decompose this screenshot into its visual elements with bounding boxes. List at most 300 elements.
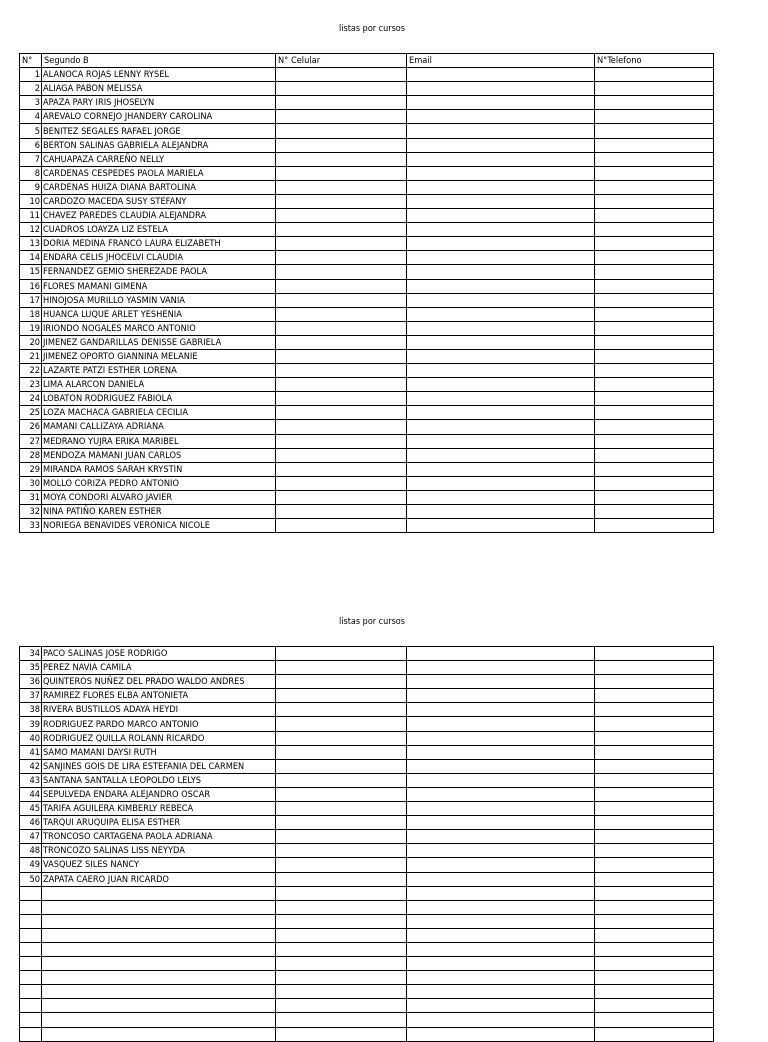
student-name: FERNANDEZ GEMIO SHEREZADE PAOLA bbox=[42, 265, 276, 279]
telephone-cell bbox=[595, 759, 714, 773]
row-number: 13 bbox=[20, 237, 42, 251]
student-name: PACO SALINAS JOSE RODRIGO bbox=[42, 647, 276, 661]
student-name: JIMENEZ GANDARILLAS DENISSE GABRIELA bbox=[42, 335, 276, 349]
table-row bbox=[20, 703, 714, 717]
cellphone-cell bbox=[276, 999, 407, 1013]
telephone-cell bbox=[595, 96, 714, 110]
student-name: MOLLO CORIZA PEDRO ANTONIO bbox=[42, 476, 276, 490]
telephone-cell bbox=[595, 420, 714, 434]
table-row bbox=[20, 152, 714, 166]
cellphone-cell bbox=[276, 349, 407, 363]
student-name: ENDARA CELIS JHOCELVI CLAUDIA bbox=[42, 251, 276, 265]
cellphone-cell bbox=[276, 886, 407, 900]
row-number: 39 bbox=[20, 717, 42, 731]
telephone-cell bbox=[595, 251, 714, 265]
student-name: CARDENAS HUIZA DIANA BARTOLINA bbox=[42, 180, 276, 194]
student-name: MEDRANO YUJRA ERIKA MARIBEL bbox=[42, 434, 276, 448]
email-cell bbox=[407, 1013, 595, 1027]
email-cell bbox=[407, 872, 595, 886]
email-cell bbox=[407, 1027, 595, 1041]
row-number: 48 bbox=[20, 844, 42, 858]
row-number: 32 bbox=[20, 505, 42, 519]
email-cell bbox=[407, 237, 595, 251]
header-telephone: N°Telefono bbox=[595, 54, 714, 68]
cellphone-cell bbox=[276, 476, 407, 490]
table-header-row bbox=[20, 54, 714, 68]
table-row bbox=[20, 802, 714, 816]
student-name: TRONCOZO SALINAS LISS NEYYDA bbox=[42, 844, 276, 858]
table-row bbox=[20, 420, 714, 434]
row-number: 36 bbox=[20, 675, 42, 689]
email-cell bbox=[407, 731, 595, 745]
table-row bbox=[20, 816, 714, 830]
table-row bbox=[20, 830, 714, 844]
table-row bbox=[20, 166, 714, 180]
table-row bbox=[20, 251, 714, 265]
email-cell bbox=[407, 505, 595, 519]
student-name: NINA PATIÑO KAREN ESTHER bbox=[42, 505, 276, 519]
row-number: 44 bbox=[20, 787, 42, 801]
table-row bbox=[20, 462, 714, 476]
cellphone-cell bbox=[276, 703, 407, 717]
telephone-cell bbox=[595, 434, 714, 448]
cellphone-cell bbox=[276, 152, 407, 166]
cellphone-cell bbox=[276, 166, 407, 180]
email-cell bbox=[407, 110, 595, 124]
telephone-cell bbox=[595, 110, 714, 124]
table-row bbox=[20, 364, 714, 378]
telephone-cell bbox=[595, 406, 714, 420]
row-number bbox=[20, 886, 42, 900]
student-name bbox=[42, 900, 276, 914]
cellphone-cell bbox=[276, 420, 407, 434]
row-number: 11 bbox=[20, 209, 42, 223]
row-number: 43 bbox=[20, 773, 42, 787]
email-cell bbox=[407, 335, 595, 349]
cellphone-cell bbox=[276, 914, 407, 928]
row-number: 19 bbox=[20, 321, 42, 335]
student-name: LIMA ALARCON DANIELA bbox=[42, 378, 276, 392]
table-row bbox=[20, 279, 714, 293]
student-name bbox=[42, 985, 276, 999]
student-roster-table-continued bbox=[19, 646, 714, 1042]
table-row bbox=[20, 717, 714, 731]
email-cell bbox=[407, 999, 595, 1013]
table-row bbox=[20, 858, 714, 872]
telephone-cell bbox=[595, 971, 714, 985]
email-cell bbox=[407, 647, 595, 661]
telephone-cell bbox=[595, 519, 714, 533]
table-row bbox=[20, 844, 714, 858]
cellphone-cell bbox=[276, 858, 407, 872]
telephone-cell bbox=[595, 886, 714, 900]
cellphone-cell bbox=[276, 96, 407, 110]
table-row bbox=[20, 745, 714, 759]
email-cell bbox=[407, 519, 595, 533]
row-number bbox=[20, 985, 42, 999]
table-row bbox=[20, 999, 714, 1013]
row-number: 17 bbox=[20, 293, 42, 307]
cellphone-cell bbox=[276, 505, 407, 519]
table-row bbox=[20, 985, 714, 999]
table-row bbox=[20, 335, 714, 349]
telephone-cell bbox=[595, 703, 714, 717]
table-row bbox=[20, 787, 714, 801]
email-cell bbox=[407, 223, 595, 237]
table-row bbox=[20, 647, 714, 661]
row-number: 31 bbox=[20, 490, 42, 504]
student-name: SEPULVEDA ENDARA ALEJANDRO OSCAR bbox=[42, 787, 276, 801]
table-row bbox=[20, 971, 714, 985]
student-name: TARQUI ARUQUIPA ELISA ESTHER bbox=[42, 816, 276, 830]
cellphone-cell bbox=[276, 293, 407, 307]
telephone-cell bbox=[595, 717, 714, 731]
telephone-cell bbox=[595, 1013, 714, 1027]
cellphone-cell bbox=[276, 223, 407, 237]
student-name: IRIONDO NOGALES MARCO ANTONIO bbox=[42, 321, 276, 335]
table-row bbox=[20, 293, 714, 307]
row-number: 23 bbox=[20, 378, 42, 392]
telephone-cell bbox=[595, 180, 714, 194]
student-name: TRONCOSO CARTAGENA PAOLA ADRIANA bbox=[42, 830, 276, 844]
row-number: 46 bbox=[20, 816, 42, 830]
email-cell bbox=[407, 490, 595, 504]
student-name: ALIAGA PABON MELISSA bbox=[42, 82, 276, 96]
telephone-cell bbox=[595, 223, 714, 237]
student-name: SAMO MAMANI DAYSI RUTH bbox=[42, 745, 276, 759]
email-cell bbox=[407, 448, 595, 462]
student-name: HINOJOSA MURILLO YASMIN VANIA bbox=[42, 293, 276, 307]
table-row bbox=[20, 731, 714, 745]
email-cell bbox=[407, 787, 595, 801]
table-row bbox=[20, 68, 714, 82]
telephone-cell bbox=[595, 787, 714, 801]
telephone-cell bbox=[595, 647, 714, 661]
email-cell bbox=[407, 152, 595, 166]
table-row bbox=[20, 392, 714, 406]
cellphone-cell bbox=[276, 237, 407, 251]
student-name: MENDOZA MAMANI JUAN CARLOS bbox=[42, 448, 276, 462]
cellphone-cell bbox=[276, 68, 407, 82]
email-cell bbox=[407, 816, 595, 830]
telephone-cell bbox=[595, 661, 714, 675]
telephone-cell bbox=[595, 68, 714, 82]
student-name: LOZA MACHACA GABRIELA CECILIA bbox=[42, 406, 276, 420]
email-cell bbox=[407, 251, 595, 265]
cellphone-cell bbox=[276, 985, 407, 999]
student-name bbox=[42, 886, 276, 900]
telephone-cell bbox=[595, 462, 714, 476]
row-number: 28 bbox=[20, 448, 42, 462]
table-row bbox=[20, 914, 714, 928]
table-row bbox=[20, 307, 714, 321]
email-cell bbox=[407, 759, 595, 773]
telephone-cell bbox=[595, 773, 714, 787]
student-name: RAMIREZ FLORES ELBA ANTONIETA bbox=[42, 689, 276, 703]
telephone-cell bbox=[595, 957, 714, 971]
row-number: 50 bbox=[20, 872, 42, 886]
cellphone-cell bbox=[276, 462, 407, 476]
table-row bbox=[20, 406, 714, 420]
telephone-cell bbox=[595, 675, 714, 689]
cellphone-cell bbox=[276, 138, 407, 152]
page-title: listas por cursos bbox=[339, 617, 405, 627]
row-number: 20 bbox=[20, 335, 42, 349]
table-row bbox=[20, 942, 714, 956]
table-row bbox=[20, 519, 714, 533]
row-number: 27 bbox=[20, 434, 42, 448]
student-name: DORIA MEDINA FRANCO LAURA ELIZABETH bbox=[42, 237, 276, 251]
cellphone-cell bbox=[276, 900, 407, 914]
row-number: 33 bbox=[20, 519, 42, 533]
telephone-cell bbox=[595, 900, 714, 914]
table-row bbox=[20, 349, 714, 363]
table-row bbox=[20, 773, 714, 787]
table-row bbox=[20, 237, 714, 251]
cellphone-cell bbox=[276, 928, 407, 942]
student-name: VASQUEZ SILES NANCY bbox=[42, 858, 276, 872]
cellphone-cell bbox=[276, 335, 407, 349]
table-row bbox=[20, 759, 714, 773]
telephone-cell bbox=[595, 999, 714, 1013]
telephone-cell bbox=[595, 82, 714, 96]
row-number: 34 bbox=[20, 647, 42, 661]
table-row bbox=[20, 1013, 714, 1027]
row-number: 47 bbox=[20, 830, 42, 844]
student-name: CARDENAS CESPEDES PAOLA MARIELA bbox=[42, 166, 276, 180]
row-number bbox=[20, 1027, 42, 1041]
row-number: 35 bbox=[20, 661, 42, 675]
email-cell bbox=[407, 985, 595, 999]
table-row bbox=[20, 1027, 714, 1041]
row-number: 25 bbox=[20, 406, 42, 420]
cellphone-cell bbox=[276, 392, 407, 406]
student-name: BERTON SALINAS GABRIELA ALEJANDRA bbox=[42, 138, 276, 152]
student-name: RIVERA BUSTILLOS ADAYA HEYDI bbox=[42, 703, 276, 717]
row-number: 12 bbox=[20, 223, 42, 237]
email-cell bbox=[407, 476, 595, 490]
table-row bbox=[20, 124, 714, 138]
row-number: 8 bbox=[20, 166, 42, 180]
email-cell bbox=[407, 844, 595, 858]
student-name bbox=[42, 942, 276, 956]
row-number bbox=[20, 971, 42, 985]
telephone-cell bbox=[595, 1027, 714, 1041]
table-row bbox=[20, 900, 714, 914]
student-name: SANJINES GOIS DE LIRA ESTEFANIA DEL CARMEN bbox=[42, 759, 276, 773]
row-number: 22 bbox=[20, 364, 42, 378]
cellphone-cell bbox=[276, 364, 407, 378]
table-row bbox=[20, 872, 714, 886]
telephone-cell bbox=[595, 293, 714, 307]
telephone-cell bbox=[595, 194, 714, 208]
row-number bbox=[20, 914, 42, 928]
cellphone-cell bbox=[276, 675, 407, 689]
cellphone-cell bbox=[276, 773, 407, 787]
table-row bbox=[20, 490, 714, 504]
telephone-cell bbox=[595, 392, 714, 406]
table-row bbox=[20, 661, 714, 675]
cellphone-cell bbox=[276, 378, 407, 392]
cellphone-cell bbox=[276, 110, 407, 124]
student-name: MAMANI CALLIZAYA ADRIANA bbox=[42, 420, 276, 434]
student-name bbox=[42, 914, 276, 928]
email-cell bbox=[407, 321, 595, 335]
row-number: 26 bbox=[20, 420, 42, 434]
cellphone-cell bbox=[276, 844, 407, 858]
student-name bbox=[42, 971, 276, 985]
cellphone-cell bbox=[276, 717, 407, 731]
page-title: listas por cursos bbox=[339, 24, 405, 34]
email-cell bbox=[407, 886, 595, 900]
table-row bbox=[20, 505, 714, 519]
telephone-cell bbox=[595, 152, 714, 166]
cellphone-cell bbox=[276, 251, 407, 265]
email-cell bbox=[407, 138, 595, 152]
row-number bbox=[20, 957, 42, 971]
telephone-cell bbox=[595, 279, 714, 293]
email-cell bbox=[407, 166, 595, 180]
table-row bbox=[20, 209, 714, 223]
student-name: HUANCA LUQUE ARLET YESHENIA bbox=[42, 307, 276, 321]
cellphone-cell bbox=[276, 82, 407, 96]
telephone-cell bbox=[595, 378, 714, 392]
cellphone-cell bbox=[276, 1027, 407, 1041]
student-name: QUINTEROS NUÑEZ DEL PRADO WALDO ANDRES bbox=[42, 675, 276, 689]
table-row bbox=[20, 180, 714, 194]
table-row bbox=[20, 434, 714, 448]
cellphone-cell bbox=[276, 490, 407, 504]
cellphone-cell bbox=[276, 971, 407, 985]
telephone-cell bbox=[595, 816, 714, 830]
cellphone-cell bbox=[276, 872, 407, 886]
email-cell bbox=[407, 802, 595, 816]
row-number: 24 bbox=[20, 392, 42, 406]
telephone-cell bbox=[595, 166, 714, 180]
cellphone-cell bbox=[276, 745, 407, 759]
row-number: 38 bbox=[20, 703, 42, 717]
row-number: 15 bbox=[20, 265, 42, 279]
row-number: 4 bbox=[20, 110, 42, 124]
student-name: PEREZ NAVIA CAMILA bbox=[42, 661, 276, 675]
table-row bbox=[20, 265, 714, 279]
telephone-cell bbox=[595, 335, 714, 349]
telephone-cell bbox=[595, 490, 714, 504]
email-cell bbox=[407, 773, 595, 787]
telephone-cell bbox=[595, 872, 714, 886]
table-row bbox=[20, 675, 714, 689]
email-cell bbox=[407, 914, 595, 928]
row-number bbox=[20, 1013, 42, 1027]
email-cell bbox=[407, 689, 595, 703]
student-roster-table bbox=[19, 53, 714, 533]
telephone-cell bbox=[595, 265, 714, 279]
student-name: LAZARTE PATZI ESTHER LORENA bbox=[42, 364, 276, 378]
telephone-cell bbox=[595, 928, 714, 942]
telephone-cell bbox=[595, 858, 714, 872]
telephone-cell bbox=[595, 349, 714, 363]
email-cell bbox=[407, 928, 595, 942]
student-name bbox=[42, 928, 276, 942]
email-cell bbox=[407, 349, 595, 363]
cellphone-cell bbox=[276, 180, 407, 194]
cellphone-cell bbox=[276, 802, 407, 816]
row-number bbox=[20, 928, 42, 942]
row-number: 49 bbox=[20, 858, 42, 872]
email-cell bbox=[407, 96, 595, 110]
row-number: 16 bbox=[20, 279, 42, 293]
cellphone-cell bbox=[276, 519, 407, 533]
student-name bbox=[42, 999, 276, 1013]
student-name: CHAVEZ PAREDES CLAUDIA ALEJANDRA bbox=[42, 209, 276, 223]
email-cell bbox=[407, 82, 595, 96]
telephone-cell bbox=[595, 476, 714, 490]
student-name: TARIFA AGUILERA KIMBERLY REBECA bbox=[42, 802, 276, 816]
cellphone-cell bbox=[276, 957, 407, 971]
row-number: 5 bbox=[20, 124, 42, 138]
cellphone-cell bbox=[276, 731, 407, 745]
table-row bbox=[20, 689, 714, 703]
student-name: ZAPATA CAERO JUAN RICARDO bbox=[42, 872, 276, 886]
cellphone-cell bbox=[276, 209, 407, 223]
row-number: 30 bbox=[20, 476, 42, 490]
table-row bbox=[20, 378, 714, 392]
row-number: 21 bbox=[20, 349, 42, 363]
student-name: ALANOCA ROJAS LENNY RYSEL bbox=[42, 68, 276, 82]
student-name: APAZA PARY IRIS JHOSELYN bbox=[42, 96, 276, 110]
header-number: N° bbox=[20, 54, 42, 68]
telephone-cell bbox=[595, 364, 714, 378]
student-name: CAHUAPAZA CARREÑO NELLY bbox=[42, 152, 276, 166]
row-number: 37 bbox=[20, 689, 42, 703]
cellphone-cell bbox=[276, 689, 407, 703]
email-cell bbox=[407, 675, 595, 689]
telephone-cell bbox=[595, 914, 714, 928]
row-number bbox=[20, 942, 42, 956]
row-number bbox=[20, 900, 42, 914]
student-name bbox=[42, 957, 276, 971]
telephone-cell bbox=[595, 731, 714, 745]
student-name bbox=[42, 1013, 276, 1027]
row-number: 18 bbox=[20, 307, 42, 321]
telephone-cell bbox=[595, 448, 714, 462]
email-cell bbox=[407, 900, 595, 914]
student-name: MOYA CONDORI ALVARO JAVIER bbox=[42, 490, 276, 504]
row-number: 40 bbox=[20, 731, 42, 745]
telephone-cell bbox=[595, 237, 714, 251]
email-cell bbox=[407, 957, 595, 971]
student-name: AREVALO CORNEJO JHANDERY CAROLINA bbox=[42, 110, 276, 124]
student-name: SANTANA SANTALLA LEOPOLDO LELYS bbox=[42, 773, 276, 787]
email-cell bbox=[407, 364, 595, 378]
table-row bbox=[20, 448, 714, 462]
row-number: 29 bbox=[20, 462, 42, 476]
table-row bbox=[20, 138, 714, 152]
row-number: 3 bbox=[20, 96, 42, 110]
row-number: 14 bbox=[20, 251, 42, 265]
email-cell bbox=[407, 293, 595, 307]
row-number: 7 bbox=[20, 152, 42, 166]
email-cell bbox=[407, 378, 595, 392]
header-email: Email bbox=[407, 54, 595, 68]
table-row bbox=[20, 957, 714, 971]
student-name: CARDOZO MACEDA SUSY STEFANY bbox=[42, 194, 276, 208]
telephone-cell bbox=[595, 942, 714, 956]
header-course: Segundo B bbox=[42, 54, 276, 68]
email-cell bbox=[407, 194, 595, 208]
cellphone-cell bbox=[276, 448, 407, 462]
cellphone-cell bbox=[276, 787, 407, 801]
